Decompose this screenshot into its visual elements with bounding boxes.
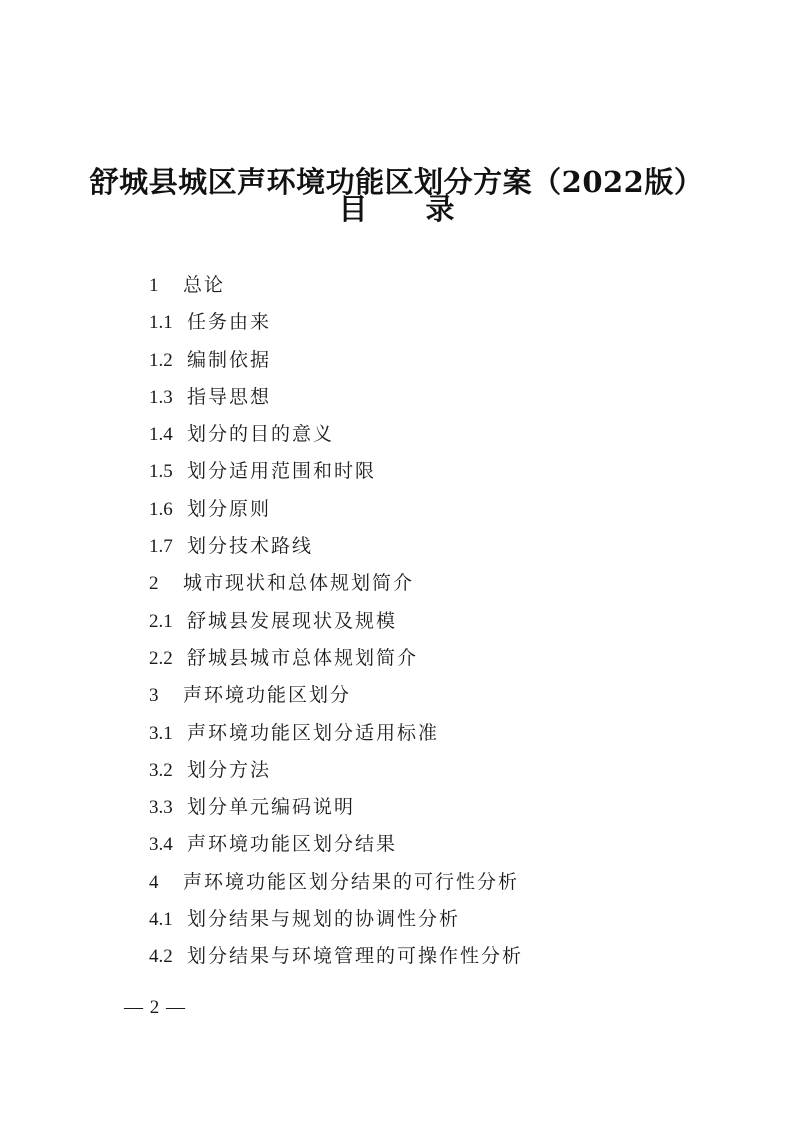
toc-entry-1-5[interactable] bbox=[149, 453, 709, 490]
toc-entry-label: 划分技术路线 bbox=[187, 535, 314, 558]
page-number: — 2 — bbox=[124, 997, 186, 1018]
toc-entry-3-4[interactable] bbox=[149, 826, 709, 863]
toc-entry-label: 划分结果与规划的协调性分析 bbox=[187, 908, 461, 931]
toc-entry-3-1[interactable] bbox=[149, 715, 709, 752]
toc-entry-1-7[interactable] bbox=[149, 528, 709, 565]
toc-entry-number: 1 bbox=[149, 275, 159, 296]
toc-entry-label: 任务由来 bbox=[187, 311, 272, 334]
toc-entry-3[interactable] bbox=[149, 677, 709, 714]
toc-heading bbox=[0, 189, 793, 229]
toc-entry-label: 声环境功能区划分结果的可行性分析 bbox=[183, 870, 520, 893]
toc-entry-number: 3 bbox=[149, 685, 159, 707]
toc-entry-3-3[interactable] bbox=[149, 789, 709, 826]
toc-entry-number: 1.4 bbox=[149, 424, 173, 446]
toc-entry-1-2[interactable] bbox=[149, 342, 709, 379]
toc-entry-number: 3.4 bbox=[149, 834, 173, 856]
toc-entry-label: 编制依据 bbox=[187, 348, 272, 371]
toc-entry-number: 3.3 bbox=[149, 797, 173, 819]
toc-entry-label: 声环境功能区划分结果 bbox=[187, 833, 398, 856]
toc-entry-number: 1.5 bbox=[149, 461, 173, 483]
table-of-contents bbox=[149, 267, 709, 976]
toc-entry-label: 总论 bbox=[183, 274, 226, 296]
toc-entry-label: 划分原则 bbox=[187, 497, 272, 520]
toc-entry-1-6[interactable] bbox=[149, 491, 709, 528]
toc-entry-label: 划分方法 bbox=[187, 758, 272, 781]
toc-entry-label: 划分的目的意义 bbox=[187, 423, 335, 446]
toc-entry-number: 1.3 bbox=[149, 386, 173, 408]
toc-entry-number: 1.7 bbox=[149, 536, 173, 558]
toc-entry-number: 2.2 bbox=[149, 647, 173, 669]
toc-heading-char-2: 录 bbox=[425, 192, 455, 226]
toc-entry-1-4[interactable] bbox=[149, 416, 709, 453]
toc-entry-2-1[interactable] bbox=[149, 603, 709, 640]
toc-entry-label: 舒城县发展现状及规模 bbox=[187, 609, 398, 632]
toc-entry-4-2[interactable] bbox=[149, 938, 709, 975]
toc-entry-4[interactable] bbox=[149, 864, 709, 901]
toc-entry-number: 4.2 bbox=[149, 946, 173, 968]
toc-entry-2-2[interactable] bbox=[149, 640, 709, 677]
toc-entry-number: 2 bbox=[149, 573, 159, 595]
toc-entry-label: 声环境功能区划分 bbox=[183, 684, 352, 707]
toc-entry-label: 划分适用范围和时限 bbox=[187, 460, 377, 483]
toc-entry-2[interactable] bbox=[149, 565, 709, 602]
toc-entry-4-1[interactable] bbox=[149, 901, 709, 938]
toc-entry-number: 1.6 bbox=[149, 498, 173, 520]
toc-entry-label: 城市现状和总体规划简介 bbox=[183, 572, 415, 595]
toc-entry-label: 指导思想 bbox=[187, 385, 272, 408]
toc-entry-label: 划分结果与环境管理的可操作性分析 bbox=[187, 945, 524, 968]
toc-entry-1-1[interactable] bbox=[149, 304, 709, 341]
toc-entry-label: 声环境功能区划分适用标准 bbox=[187, 721, 440, 744]
document-title: 舒城县城区声环境功能区划分方案（2022版） bbox=[89, 165, 704, 200]
toc-entry-1-3[interactable] bbox=[149, 379, 709, 416]
toc-entry-number: 3.2 bbox=[149, 759, 173, 781]
toc-heading-char-1: 目 bbox=[338, 192, 368, 226]
toc-entry-label: 划分单元编码说明 bbox=[187, 796, 356, 819]
toc-entry-number: 2.1 bbox=[149, 610, 173, 632]
toc-entry-number: 3.1 bbox=[149, 722, 173, 744]
toc-entry-number: 4 bbox=[149, 871, 159, 893]
toc-entry-number: 1.2 bbox=[149, 349, 173, 371]
toc-entry-3-2[interactable] bbox=[149, 752, 709, 789]
toc-entry-number: 4.1 bbox=[149, 909, 173, 931]
toc-entry-number: 1.1 bbox=[149, 312, 173, 334]
toc-entry-label: 舒城县城市总体规划简介 bbox=[187, 646, 419, 669]
toc-entry-1[interactable] bbox=[149, 267, 709, 304]
